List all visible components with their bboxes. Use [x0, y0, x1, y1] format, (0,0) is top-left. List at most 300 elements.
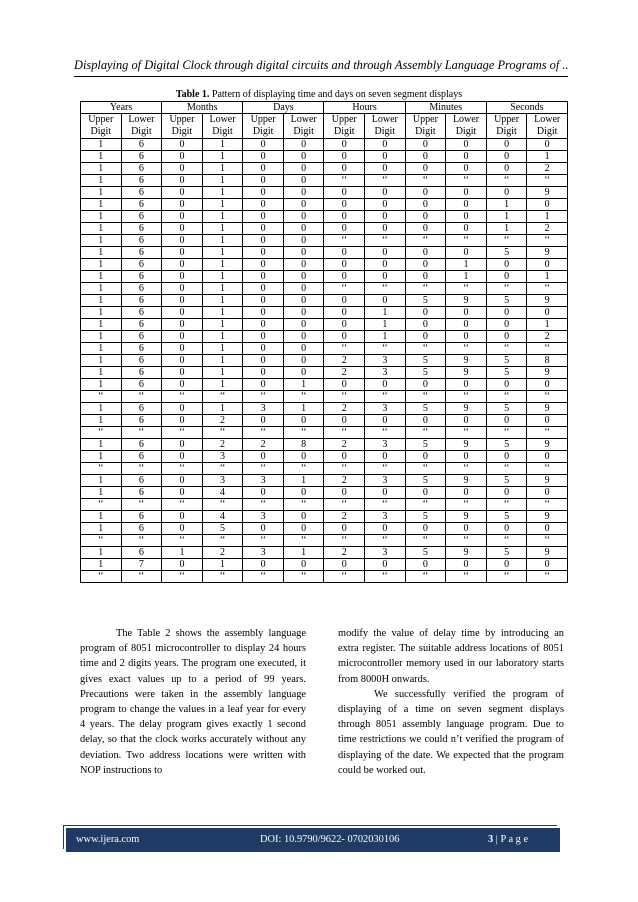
footer-doi: DOI: 10.9790/9622- 0702030106: [260, 834, 400, 845]
table-cell: ‘‘: [365, 571, 406, 583]
table-cell: ‘‘: [446, 343, 487, 355]
table-cell: 0: [283, 283, 324, 295]
table-row: [81, 463, 568, 475]
table-cell: 2: [243, 439, 284, 451]
table-cell: 0: [162, 559, 203, 571]
table-cell: 0: [405, 319, 446, 331]
table-cell: 1: [446, 259, 487, 271]
table-group-header-row: [81, 102, 568, 114]
display-pattern-table: [80, 101, 568, 583]
table-cell: 1: [81, 199, 122, 211]
table-cell: 0: [162, 355, 203, 367]
table-cell: 0: [243, 379, 284, 391]
table-row: [81, 295, 568, 307]
table-cell: 1: [202, 343, 243, 355]
table-cell: 1: [486, 223, 527, 235]
table-cell: 0: [527, 487, 568, 499]
table-row: [81, 235, 568, 247]
table-cell: 0: [405, 487, 446, 499]
table-cell: 0: [527, 559, 568, 571]
table-cell: 0: [243, 355, 284, 367]
subheader-cell: Lower Digit: [527, 114, 568, 139]
table-cell: ‘‘: [121, 391, 162, 403]
table-cell: 1: [527, 319, 568, 331]
table-cell: 3: [243, 403, 284, 415]
table-cell: 0: [162, 151, 203, 163]
table-cell: ‘‘: [283, 535, 324, 547]
table-cell: 0: [162, 523, 203, 535]
table-caption-text: Pattern of displaying time and days on seven segment displays: [211, 89, 463, 100]
subheader-cell: Upper Digit: [486, 114, 527, 139]
table-cell: 5: [486, 511, 527, 523]
left-paragraph: The Table 2 shows the assembly language program of 8051 microcontroller to display 24 hours time and 2 digits years. The program one executed, it gives exact values up to a period of 99 years. Precautions were taken in the assembly language program to change the values in a leaf year for every 4 years. The delay program gives exactly 1 second delay, so that the clock works accurately without any deviation. Two address locations were written with NOP instructions to: [80, 628, 306, 776]
table-cell: ‘‘: [527, 283, 568, 295]
table-cell: 9: [446, 355, 487, 367]
table-cell: ‘‘: [527, 463, 568, 475]
table-cell: 1: [283, 379, 324, 391]
table-cell: 0: [324, 271, 365, 283]
table-cell: 3: [243, 547, 284, 559]
table-cell: 9: [527, 403, 568, 415]
table-cell: 0: [283, 523, 324, 535]
footer-bar: [66, 828, 560, 852]
table-cell: 0: [243, 271, 284, 283]
table-cell: 6: [121, 475, 162, 487]
table-cell: ‘‘: [324, 571, 365, 583]
table-cell: 0: [486, 151, 527, 163]
table-row: [81, 139, 568, 151]
table-cell: 6: [121, 523, 162, 535]
table-cell: 9: [446, 295, 487, 307]
table-cell: 0: [446, 379, 487, 391]
table-cell: ‘‘: [365, 175, 406, 187]
table-cell: 0: [283, 247, 324, 259]
table-cell: 0: [405, 139, 446, 151]
table-cell: ‘‘: [324, 463, 365, 475]
table-cell: 1: [202, 295, 243, 307]
table-cell: ‘‘: [486, 499, 527, 511]
table-cell: ‘‘: [405, 391, 446, 403]
table-cell: 0: [365, 211, 406, 223]
table-cell: 1: [81, 211, 122, 223]
table-cell: 8: [283, 439, 324, 451]
table-cell: 0: [243, 223, 284, 235]
table-cell: 0: [405, 223, 446, 235]
table-cell: 0: [324, 487, 365, 499]
table-cell: 0: [527, 523, 568, 535]
table-cell: 0: [486, 259, 527, 271]
table-row: [81, 151, 568, 163]
table-cell: 2: [202, 547, 243, 559]
table-cell: 0: [162, 247, 203, 259]
table-cell: 8: [527, 355, 568, 367]
table-cell: 0: [446, 559, 487, 571]
table-cell: 6: [121, 259, 162, 271]
table-cell: 1: [202, 223, 243, 235]
table-cell: 0: [446, 319, 487, 331]
table-row: [81, 535, 568, 547]
table-row: [81, 499, 568, 511]
table-cell: 1: [202, 403, 243, 415]
table-cell: 0: [283, 367, 324, 379]
table-cell: ‘‘: [405, 571, 446, 583]
subheader-cell: Lower Digit: [283, 114, 324, 139]
table-cell: 0: [365, 379, 406, 391]
table-cell: ‘‘: [527, 427, 568, 439]
table-cell: 0: [486, 415, 527, 427]
table-cell: 1: [202, 247, 243, 259]
table-row: [81, 439, 568, 451]
group-header-cell: Days: [243, 102, 324, 114]
table-cell: 0: [324, 211, 365, 223]
table-cell: 1: [202, 355, 243, 367]
table-cell: ‘‘: [365, 499, 406, 511]
group-header-cell: Minutes: [405, 102, 486, 114]
table-cell: ‘‘: [324, 283, 365, 295]
table-cell: 3: [365, 403, 406, 415]
table-cell: 0: [283, 223, 324, 235]
table-cell: 9: [527, 295, 568, 307]
table-cell: 0: [486, 187, 527, 199]
table-cell: 5: [405, 403, 446, 415]
right-paragraph-1: modify the value of delay time by introducing an extra register. The suitable address locations of 8051 microcontroller memory used in our laboratory starts from 8000H onwards.: [338, 628, 564, 685]
table-row: [81, 319, 568, 331]
table-cell: 0: [162, 343, 203, 355]
table-cell: 1: [202, 187, 243, 199]
table-cell: ‘‘: [446, 499, 487, 511]
table-cell: 0: [324, 187, 365, 199]
table-cell: 0: [283, 235, 324, 247]
table-cell: 0: [365, 163, 406, 175]
footer-page-label: | P a g e: [493, 834, 529, 845]
table-cell: 0: [405, 271, 446, 283]
table-cell: 1: [365, 319, 406, 331]
table-row: [81, 259, 568, 271]
table-cell: 0: [446, 451, 487, 463]
table-cell: 0: [283, 343, 324, 355]
table-cell: ‘‘: [527, 391, 568, 403]
table-cell: ‘‘: [446, 427, 487, 439]
table-cell: 1: [202, 331, 243, 343]
table-row: [81, 355, 568, 367]
table-cell: 6: [121, 415, 162, 427]
table-cell: 0: [446, 163, 487, 175]
table-cell: 1: [202, 259, 243, 271]
table-cell: 0: [365, 187, 406, 199]
table-cell: 6: [121, 235, 162, 247]
table-cell: 0: [162, 367, 203, 379]
table-cell: 0: [486, 487, 527, 499]
table-cell: 0: [324, 307, 365, 319]
table-cell: 6: [121, 211, 162, 223]
table-cell: 0: [405, 163, 446, 175]
table-cell: 0: [365, 415, 406, 427]
table-cell: 0: [324, 523, 365, 535]
table-cell: 1: [81, 403, 122, 415]
table-cell: 0: [446, 187, 487, 199]
table-cell: 0: [365, 151, 406, 163]
table-cell: 0: [405, 379, 446, 391]
table-cell: 1: [81, 331, 122, 343]
table-cell: 0: [283, 415, 324, 427]
subheader-cell: Upper Digit: [405, 114, 446, 139]
table-cell: ‘‘: [486, 235, 527, 247]
table-row: [81, 199, 568, 211]
table-cell: 0: [446, 139, 487, 151]
table-cell: 6: [121, 511, 162, 523]
table-cell: 1: [81, 451, 122, 463]
table-cell: ‘‘: [81, 571, 122, 583]
table-cell: 5: [486, 547, 527, 559]
table-cell: 9: [527, 367, 568, 379]
table-cell: 0: [243, 559, 284, 571]
table-cell: 0: [365, 139, 406, 151]
table-cell: ‘‘: [81, 463, 122, 475]
table-cell: 5: [486, 439, 527, 451]
table-cell: ‘‘: [324, 535, 365, 547]
table-cell: ‘‘: [121, 535, 162, 547]
table-cell: 1: [486, 211, 527, 223]
table-cell: 6: [121, 355, 162, 367]
table-cell: 0: [162, 283, 203, 295]
table-cell: ‘‘: [121, 499, 162, 511]
table-cell: 5: [405, 511, 446, 523]
table-cell: 1: [202, 199, 243, 211]
table-cell: 0: [243, 235, 284, 247]
table-cell: 0: [162, 415, 203, 427]
table-cell: 1: [202, 271, 243, 283]
table-cell: 0: [162, 271, 203, 283]
table-cell: 0: [283, 511, 324, 523]
table-cell: 0: [283, 559, 324, 571]
table-cell: 2: [324, 547, 365, 559]
table-cell: 0: [446, 331, 487, 343]
table-cell: 1: [81, 439, 122, 451]
table-cell: ‘‘: [527, 175, 568, 187]
table-cell: ‘‘: [527, 499, 568, 511]
table-cell: ‘‘: [405, 535, 446, 547]
table-cell: ‘‘: [324, 499, 365, 511]
table-cell: 0: [162, 199, 203, 211]
table-cell: ‘‘: [283, 427, 324, 439]
table-cell: 6: [121, 187, 162, 199]
table-cell: 9: [446, 475, 487, 487]
table-cell: 2: [527, 223, 568, 235]
table-cell: ‘‘: [243, 463, 284, 475]
table-cell: ‘‘: [486, 391, 527, 403]
table-cell: 0: [162, 307, 203, 319]
table-row: [81, 451, 568, 463]
table-cell: 9: [527, 247, 568, 259]
table-cell: 6: [121, 487, 162, 499]
table-cell: 1: [283, 403, 324, 415]
table-cell: 0: [324, 331, 365, 343]
table-cell: 0: [283, 307, 324, 319]
table-cell: 2: [202, 415, 243, 427]
table-cell: 9: [527, 547, 568, 559]
table-cell: 1: [527, 271, 568, 283]
table-cell: 6: [121, 271, 162, 283]
table-cell: 0: [405, 307, 446, 319]
table-cell: 0: [365, 199, 406, 211]
table-cell: 1: [202, 319, 243, 331]
table-cell: 0: [283, 259, 324, 271]
table-row: [81, 547, 568, 559]
table-cell: 1: [81, 523, 122, 535]
table-cell: ‘‘: [202, 535, 243, 547]
table-cell: 0: [162, 487, 203, 499]
table-cell: 0: [324, 295, 365, 307]
table-cell: 0: [283, 487, 324, 499]
table-cell: 5: [486, 475, 527, 487]
table-cell: 0: [243, 415, 284, 427]
table-cell: 4: [202, 487, 243, 499]
table-cell: 0: [162, 331, 203, 343]
table-cell: ‘‘: [527, 235, 568, 247]
table-row: [81, 211, 568, 223]
table-cell: ‘‘: [405, 283, 446, 295]
table-cell: ‘‘: [202, 427, 243, 439]
subheader-cell: Upper Digit: [324, 114, 365, 139]
table-cell: 1: [202, 151, 243, 163]
table-cell: 0: [527, 139, 568, 151]
table-cell: 0: [243, 343, 284, 355]
table-cell: 0: [405, 523, 446, 535]
table-cell: 0: [162, 259, 203, 271]
table-cell: 0: [162, 163, 203, 175]
table-cell: 3: [365, 475, 406, 487]
table-cell: 6: [121, 163, 162, 175]
table-cell: 0: [405, 199, 446, 211]
table-cell: 0: [324, 163, 365, 175]
table-cell: ‘‘: [405, 427, 446, 439]
table-cell: 2: [324, 439, 365, 451]
table-cell: 3: [243, 475, 284, 487]
table-cell: 7: [121, 559, 162, 571]
table-cell: 5: [405, 355, 446, 367]
table-cell: 1: [81, 175, 122, 187]
table-cell: ‘‘: [202, 571, 243, 583]
table-cell: 1: [202, 235, 243, 247]
table-cell: 1: [81, 235, 122, 247]
table-cell: 0: [365, 271, 406, 283]
table-cell: 0: [324, 139, 365, 151]
table-cell: 0: [243, 295, 284, 307]
table-cell: 5: [405, 547, 446, 559]
table-cell: ‘‘: [527, 535, 568, 547]
table-cell: 1: [81, 547, 122, 559]
table-row: [81, 331, 568, 343]
table-row: [81, 247, 568, 259]
table-cell: ‘‘: [81, 535, 122, 547]
table-cell: 0: [283, 151, 324, 163]
table-cell: 6: [121, 223, 162, 235]
table-row: [81, 511, 568, 523]
table-cell: 3: [202, 475, 243, 487]
table-cell: 0: [405, 187, 446, 199]
table-cell: ‘‘: [324, 391, 365, 403]
table-cell: 0: [243, 319, 284, 331]
table-cell: ‘‘: [162, 391, 203, 403]
table-cell: 0: [243, 367, 284, 379]
footer-website-link[interactable]: www.ijera.com: [76, 834, 140, 845]
table-cell: ‘‘: [405, 175, 446, 187]
table-cell: 5: [486, 367, 527, 379]
table-cell: ‘‘: [283, 499, 324, 511]
table-cell: 6: [121, 295, 162, 307]
table-cell: 1: [81, 355, 122, 367]
table-cell: 6: [121, 367, 162, 379]
table-cell: 1: [202, 211, 243, 223]
table-cell: 0: [243, 139, 284, 151]
table-caption: [0, 89, 638, 100]
table-cell: 0: [324, 151, 365, 163]
table-cell: 1: [81, 223, 122, 235]
table-cell: 0: [527, 199, 568, 211]
table-cell: 0: [283, 175, 324, 187]
table-cell: 0: [527, 451, 568, 463]
table-cell: ‘‘: [365, 235, 406, 247]
table-cell: 0: [446, 199, 487, 211]
table-cell: 6: [121, 451, 162, 463]
table-cell: 1: [81, 475, 122, 487]
table-cell: 1: [202, 307, 243, 319]
table-cell: 1: [486, 199, 527, 211]
table-cell: 0: [162, 451, 203, 463]
table-cell: ‘‘: [243, 499, 284, 511]
table-cell: ‘‘: [324, 175, 365, 187]
table-cell: 3: [365, 547, 406, 559]
table-cell: ‘‘: [243, 571, 284, 583]
table-cell: 0: [324, 223, 365, 235]
table-cell: 0: [162, 475, 203, 487]
table-cell: 0: [486, 163, 527, 175]
table-cell: 1: [162, 547, 203, 559]
table-cell: 1: [81, 343, 122, 355]
table-cell: 1: [283, 475, 324, 487]
table-cell: 0: [162, 211, 203, 223]
table-cell: 6: [121, 283, 162, 295]
table-cell: 0: [486, 139, 527, 151]
left-column: [80, 626, 306, 778]
table-cell: 1: [202, 283, 243, 295]
table-cell: 1: [202, 559, 243, 571]
table-cell: 0: [405, 331, 446, 343]
table-row: [81, 283, 568, 295]
table-row: [81, 367, 568, 379]
table-cell: 0: [446, 223, 487, 235]
table-cell: ‘‘: [486, 463, 527, 475]
table-cell: 5: [202, 523, 243, 535]
subheader-cell: Lower Digit: [446, 114, 487, 139]
table-cell: ‘‘: [446, 283, 487, 295]
table-cell: 0: [486, 559, 527, 571]
table-cell: ‘‘: [486, 535, 527, 547]
table-cell: 1: [81, 367, 122, 379]
table-cell: 1: [81, 379, 122, 391]
table-cell: 1: [365, 307, 406, 319]
table-cell: 1: [81, 487, 122, 499]
table-cell: ‘‘: [162, 499, 203, 511]
table-cell: 0: [446, 487, 487, 499]
table-cell: 1: [81, 283, 122, 295]
table-cell: 9: [446, 439, 487, 451]
table-cell: 0: [486, 319, 527, 331]
table-cell: 1: [81, 259, 122, 271]
table-cell: ‘‘: [405, 499, 446, 511]
table-cell: 3: [202, 451, 243, 463]
table-row: [81, 571, 568, 583]
